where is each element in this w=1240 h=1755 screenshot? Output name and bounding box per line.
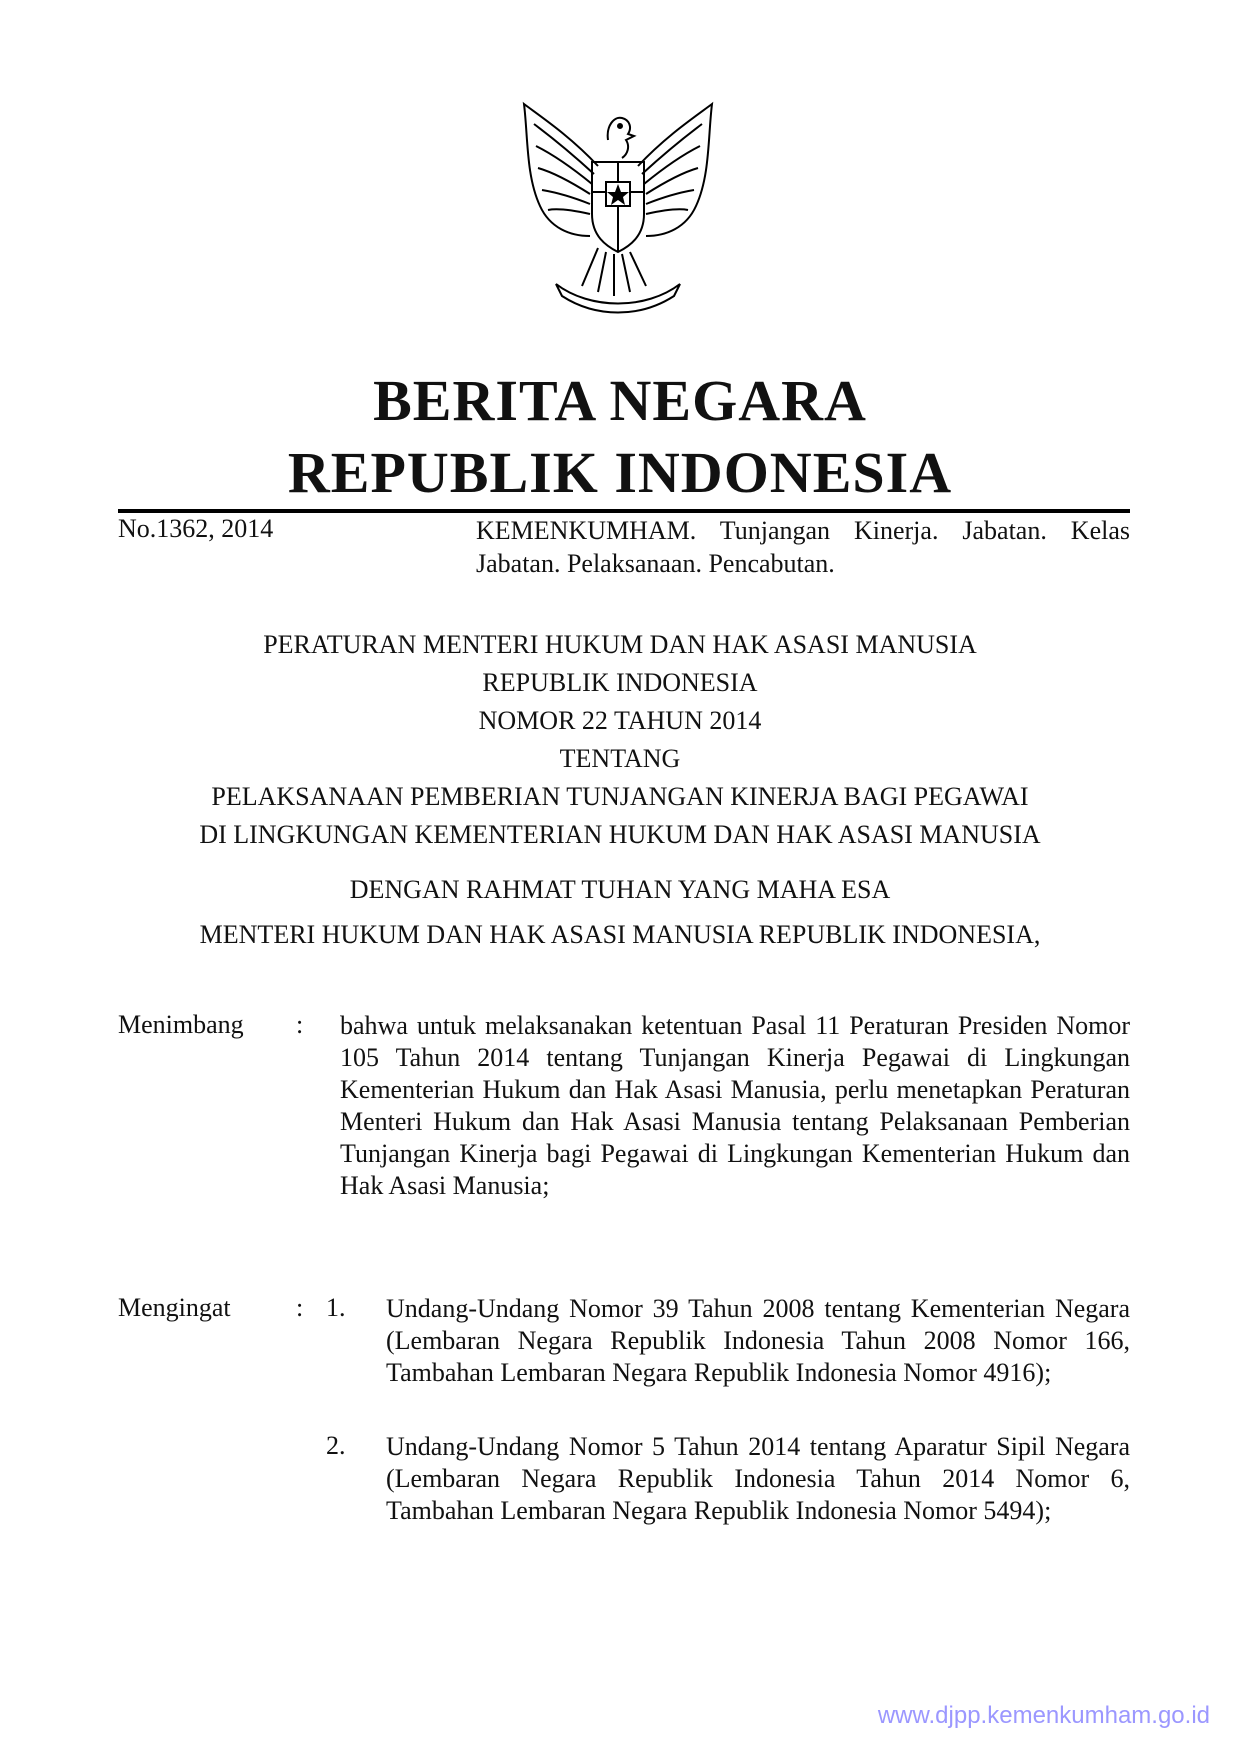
menimbang-colon: : — [296, 1010, 304, 1039]
regulation-subject-line2: DI LINGKUNGAN KEMENTERIAN HUKUM DAN HAK ASASI MANUSIA — [199, 820, 1041, 849]
mengingat-item-number: 2. — [326, 1431, 346, 1460]
menimbang-text: bahwa untuk melaksanakan ketentuan Pasal 11 Peraturan Presiden Nomor 105 Tahun 2014 tentang Tunjangan Kinerja Pegawai di Lingkungan Kementerian Hukum dan Hak Asasi Manusia, perlu menetapkan Peraturan Menteri Hukum dan Hak Asasi Manusia tentang Pelaksanaan Pemberian Tunjangan Kinerja bagi Pegawai di Lingkungan Kementerian Hukum dan Hak Asasi Manusia; — [340, 1011, 1130, 1200]
menimbang-label: Menimbang — [118, 1010, 244, 1039]
mengingat-item-text: Undang-Undang Nomor 39 Tahun 2008 tentang Kementerian Negara (Lembaran Negara Republik Indonesia Tahun 2008 Nomor 166, Tambahan Lembaran Negara Republik Indonesia Nomor 4916); — [386, 1294, 1130, 1387]
mengingat-colon: : — [296, 1293, 304, 1322]
mengingat-item-number: 1. — [326, 1293, 346, 1322]
preamble-line2: MENTERI HUKUM DAN HAK ASASI MANUSIA REPUBLIK INDONESIA, — [199, 920, 1041, 949]
garuda-emblem-icon — [510, 96, 726, 314]
gazette-subject: KEMENKUMHAM. Tunjangan Kinerja. Jabatan. Kelas Jabatan. Pelaksanaan. Pencabutan. — [476, 516, 1130, 578]
mengingat-item-text: Undang-Undang Nomor 5 Tahun 2014 tentang Aparatur Sipil Negara (Lembaran Negara Republik Indonesia Tahun 2014 Nomor 6, Tambahan Lembaran Negara Republik Indonesia Nomor 5494); — [386, 1432, 1130, 1525]
regulation-subject-line1: PELAKSANAAN PEMBERIAN TUNJANGAN KINERJA BAGI PEGAWAI — [211, 782, 1029, 811]
regulation-number: NOMOR 22 TAHUN 2014 — [478, 706, 762, 735]
mengingat-label: Mengingat — [118, 1293, 231, 1322]
gazette-title-line1: BERITA NEGARA — [373, 368, 867, 433]
footer-url-link[interactable]: www.djpp.kemenkumham.go.id — [877, 1702, 1210, 1729]
regulation-country: REPUBLIK INDONESIA — [482, 668, 758, 697]
gazette-title-line2: REPUBLIK INDONESIA — [287, 440, 953, 505]
regulation-title: PERATURAN MENTERI HUKUM DAN HAK ASASI MANUSIA — [263, 630, 977, 659]
regulation-tentang: TENTANG — [559, 744, 681, 773]
header-divider — [118, 509, 1130, 513]
gazette-number: No.1362, 2014 — [118, 514, 274, 543]
preamble-line1: DENGAN RAHMAT TUHAN YANG MAHA ESA — [349, 875, 891, 904]
